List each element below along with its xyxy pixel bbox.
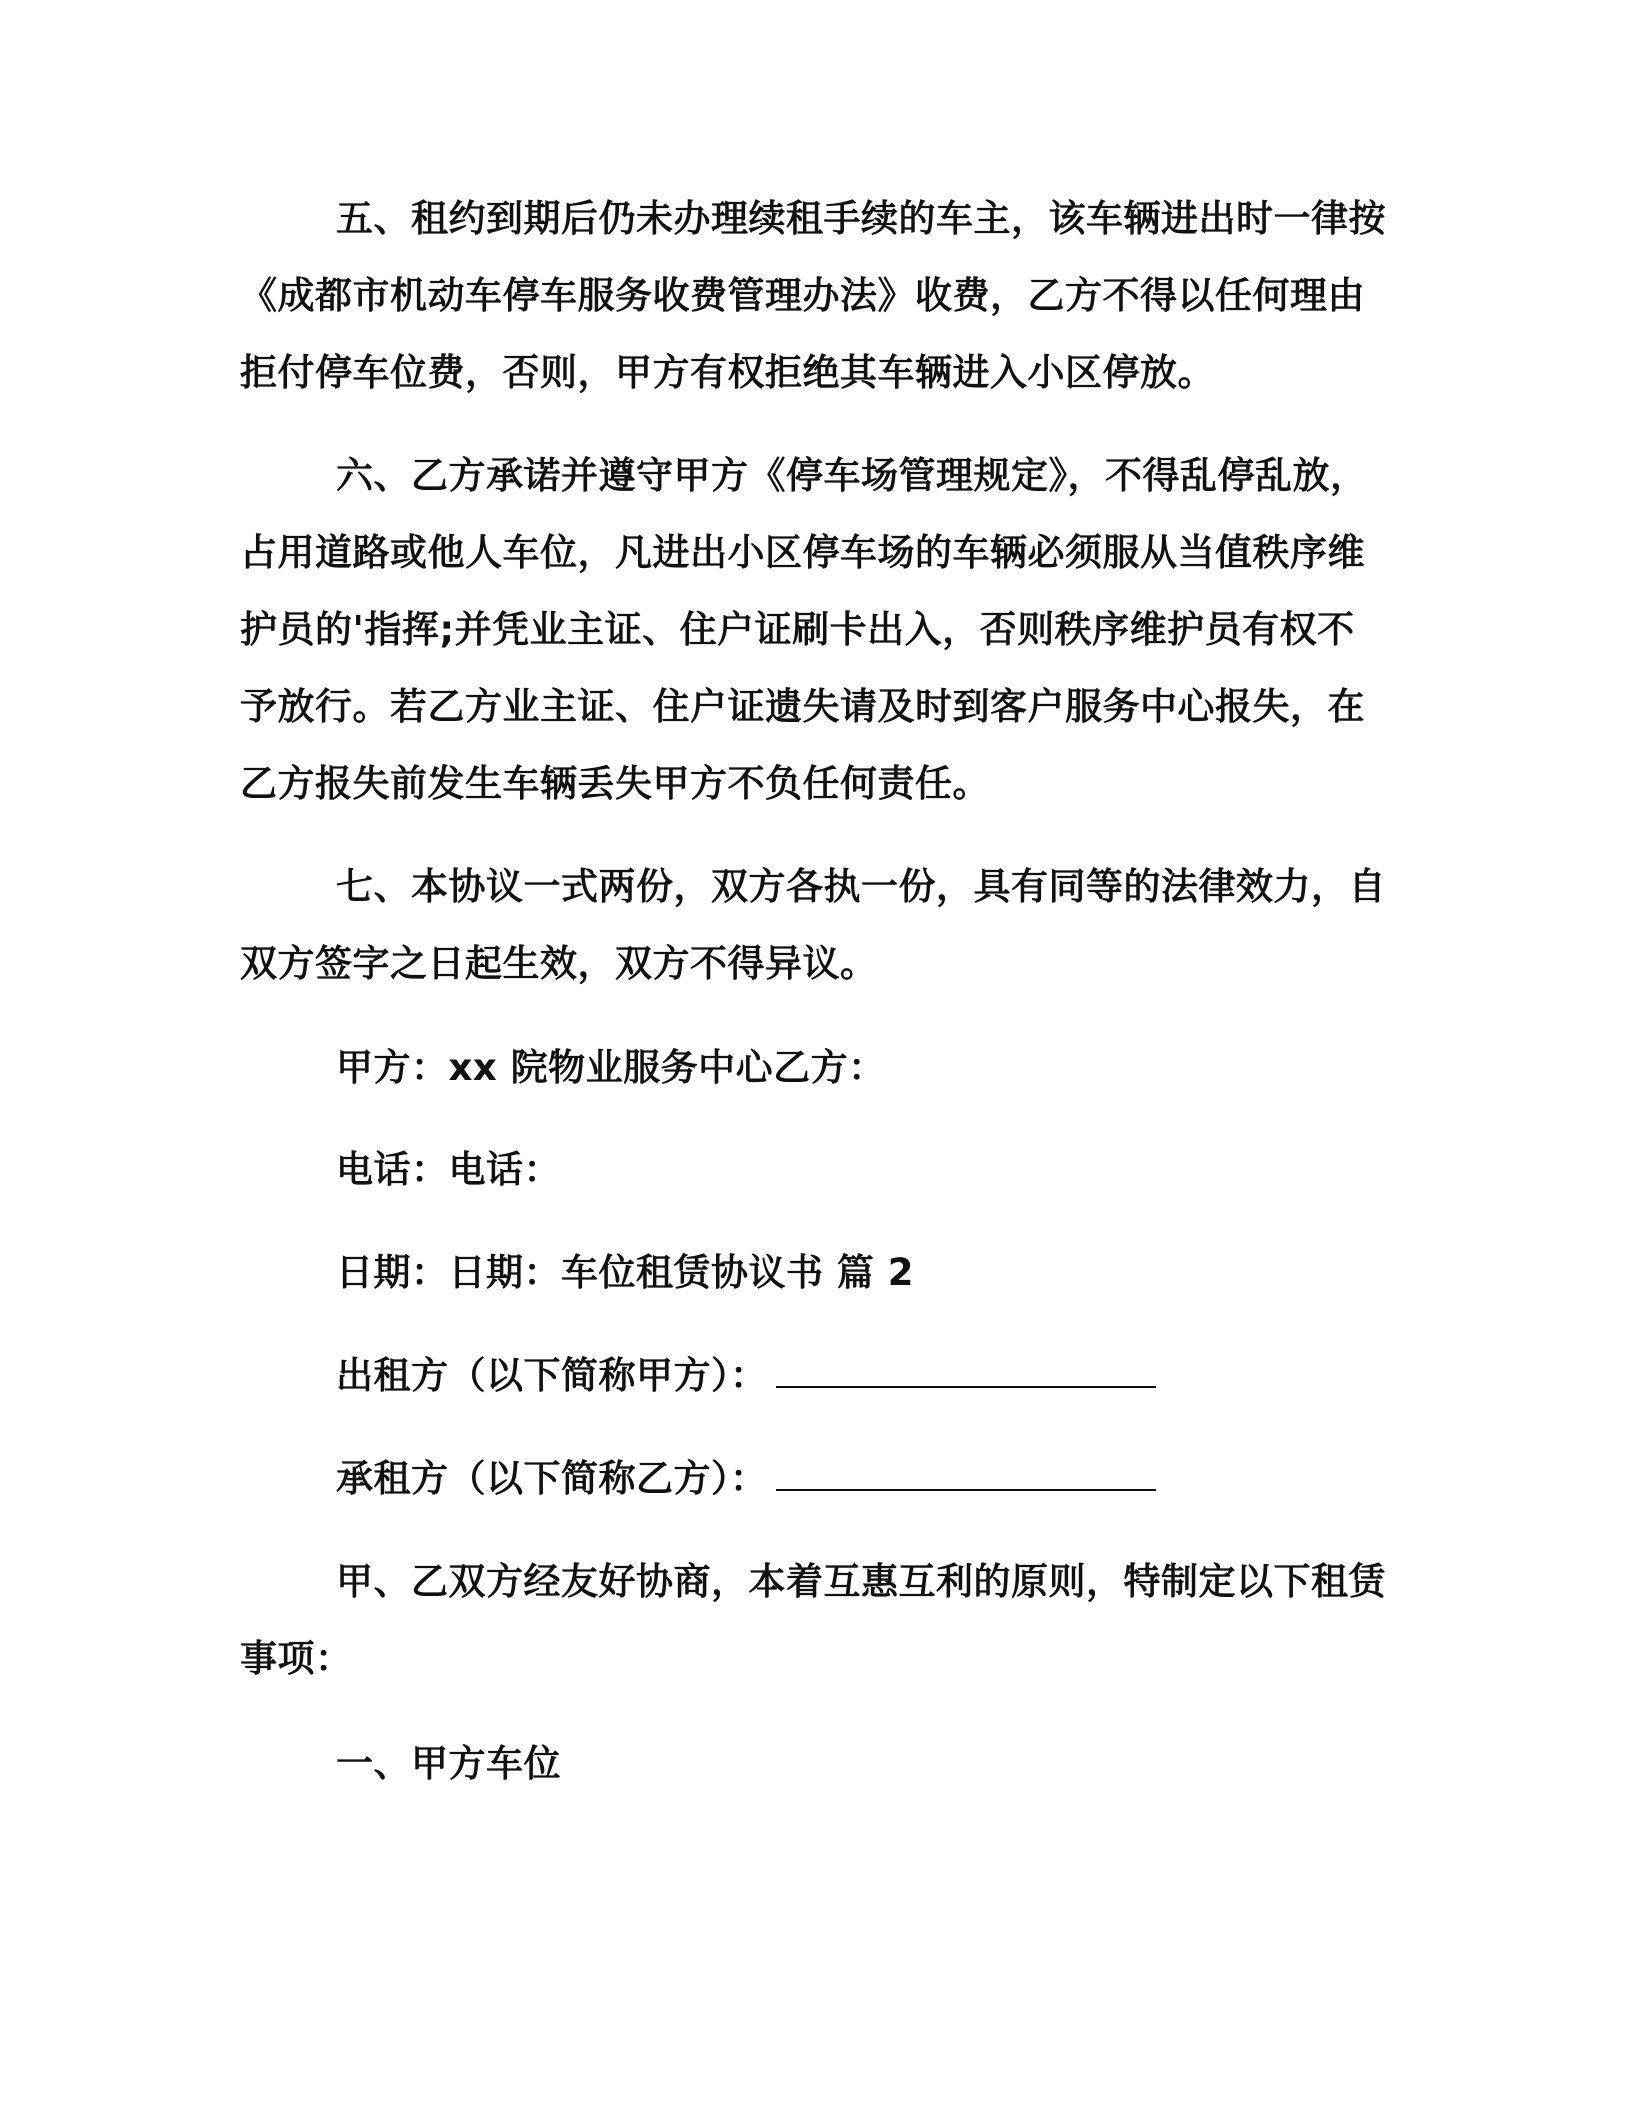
date-line: 日期：日期：车位租赁协议书 篇 2 bbox=[336, 1251, 915, 1294]
phone-line: 电话：电话： bbox=[336, 1148, 561, 1191]
lessee-label: 承租方（以下简称乙方）： bbox=[336, 1457, 768, 1500]
preamble-paragraph: 甲、乙双方经友好协商，本着互惠互利的原则，特制定以下租赁事项： bbox=[240, 1560, 1386, 1680]
lessee-line bbox=[336, 1440, 1156, 1517]
lessor-line bbox=[336, 1337, 1156, 1414]
paragraph-clause-6: 六、乙方承诺并遵守甲方《停车场管理规定》，不得乱停乱放，占用道路或他人车位，凡进出小区停车场的车辆必须服从当值秩序维护员的'指挥;并凭业主证、住户证刷卡出入，否则秩序维护员有权不予放行。若乙方业主证、住户证遗失请及时到客户服务中心报失，在乙方报失前发生车辆丢失甲方不负任何责任。 bbox=[240, 454, 1368, 805]
paragraph-clause-5: 五、租约到期后仍未办理续租手续的车主，该车辆进出时一律按《成都市机动车停车服务收费管理办法》收费，乙方不得以任何理由拒付停车位费，否则，甲方有权拒绝其车辆进入小区停放。 bbox=[240, 197, 1386, 394]
lessee-blank bbox=[776, 1459, 1156, 1491]
party-signature-line: 甲方：xx 院物业服务中心乙方： bbox=[336, 1046, 886, 1089]
paragraph-clause-7: 七、本协议一式两份，双方各执一份，具有同等的法律效力，自双方签字之日起生效，双方不得异议。 bbox=[240, 865, 1386, 985]
section-1-heading: 一、甲方车位 bbox=[336, 1742, 561, 1785]
lessor-label: 出租方（以下简称甲方）： bbox=[336, 1354, 768, 1397]
lessor-blank bbox=[776, 1356, 1156, 1388]
